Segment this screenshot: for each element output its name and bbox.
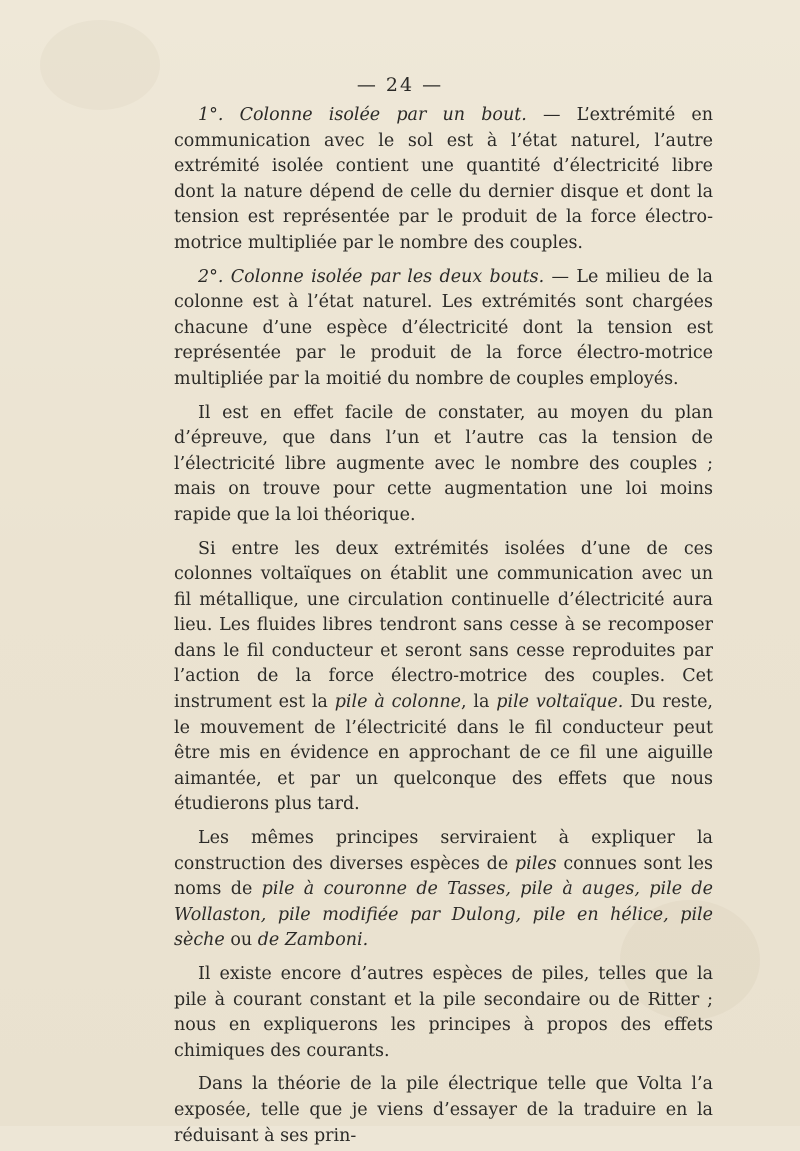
paragraph-especes-de-piles [174,826,713,954]
italic-term: de Zamboni. [257,930,369,951]
body-text [174,103,713,1151]
paragraph-text: Si entre les deux extrémités isolées d’une de ces colonnes voltaïques on établit une communication avec un fil métallique, une circulation continuelle d’électricité aura lieu. Les fluides libres tendront sans cesse à se recomposer dans le fil conducteur et seront sans cesse reproduites par l’action de la force électro-motrice des couples. Cet instrument est la [174,538,713,713]
paragraph-heading: 2°. Colonne isolée par les deux bouts. [198,266,545,287]
paragraph-text: Du reste, le mouvement de l’électricité dans le fil conducteur peut être mis en évidence en approchant de ce fil une aiguille aimantée, et par un quelconque des effets que nous étudierons plus tard. [174,692,713,815]
paragraph-heading: 1°. Colonne isolée par un bout. [198,105,527,125]
paragraph-theorie-volta [174,1072,713,1149]
paragraph-text: Les mêmes principes serviraient à expliquer la construction des diverses espèces de [174,828,713,874]
italic-term: piles [514,853,557,874]
paragraph-text: Il existe encore d’autres espèces de piles, telles que la pile à courant constant et la pile secondaire ou de Ritter ; nous en expliquerons les principes à propos des effets chimiques des courants. [174,964,713,1061]
paragraph-colonne-isolee-deux-bouts [174,265,713,393]
italic-term: pile à colonne [334,692,461,713]
paragraph-plan-epreuve [174,401,713,529]
paragraph-colonne-isolee-un-bout [174,103,713,257]
page-number: — 24 — [356,74,444,96]
italic-term: pile à couronne de Tasses, pile à auges, pile de Wollaston, pile modifiée par Dulong, pile en hélice, pile sèche [174,879,713,951]
paragraph-text: ou [224,930,258,951]
paragraph-text: connues sont les noms de [174,853,713,900]
paragraph-text: Dans la théorie de la pile électrique telle que Volta l’a exposée, telle que je viens d’essayer de la traduire en la réduisant à ses prin- [174,1074,713,1146]
paragraph-text: Il est en effet facile de constater, au moyen du plan d’épreuve, que dans l’un et l’autre cas la tension de l’électricité libre augmente avec le nombre des couples ; mais on trouve pour cette augmentation une loi moins rapide que la loi théorique. [174,402,713,525]
italic-term: pile voltaïque. [496,692,624,713]
paragraph-text: — L’extrémité en communication avec le sol est à l’état naturel, l’autre extrémité isolée contient une quantité d’électricité libre dont la nature dépend de celle du dernier disque et dont la tension est représentée par le produit de la force électro-motrice multipliée par le nombre des couples. [174,105,713,253]
paragraph-autres-piles [174,962,713,1064]
paper-stain [40,20,160,110]
paragraph-text: , la [460,692,497,713]
paragraph-pile-voltaique [174,537,713,819]
paragraph-text: — Le milieu de la colonne est à l’état naturel. Les extrémités sont chargées chacune d’une espèce d’électricité dont la tension est représentée par le produit de la force électro-motrice multipliée par la moitié du nombre de couples employés. [174,266,713,389]
